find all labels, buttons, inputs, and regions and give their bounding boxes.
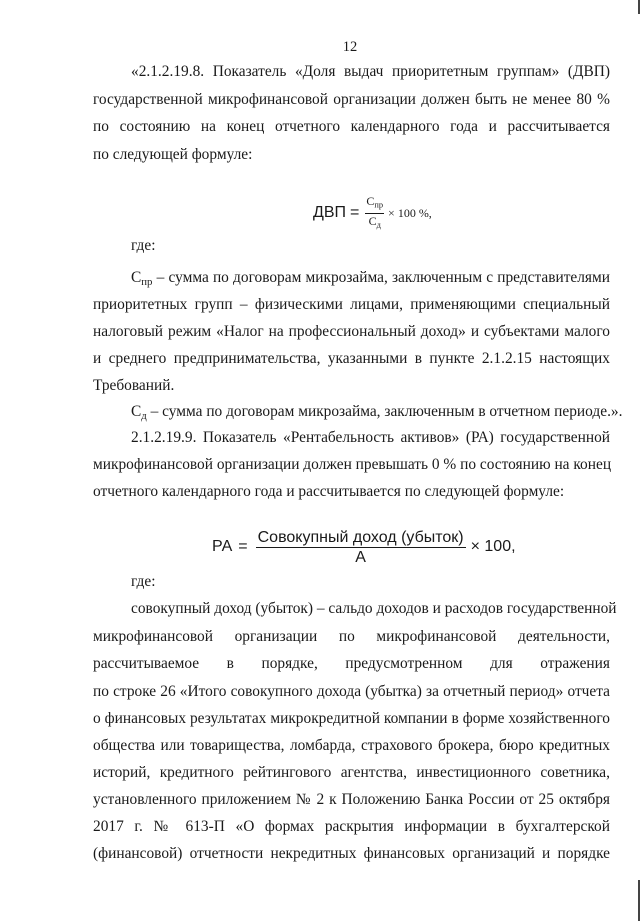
formula-dvp-lhs: ДВП xyxy=(313,204,347,221)
para1-line2: государственной микрофинансовой организации должен быть не менее 80 % xyxy=(93,91,610,108)
def-cd-symbol: С xyxy=(131,403,142,420)
where-label-2: где: xyxy=(131,573,156,590)
def-income-line9: 2017 г. № 613-П «О формах раскрытия информации в бухгалтерской xyxy=(93,818,610,835)
formula-ra-numerator: Совокупный доход (убыток) xyxy=(257,528,464,546)
formula-ra-fraction xyxy=(256,528,466,567)
formula-dvp-denominator: $С_д$ xyxy=(368,213,381,230)
def-income-line8: установленного приложением № 2 к Положению Банка России от 25 октября xyxy=(93,791,610,808)
formula-dvp xyxy=(313,193,432,233)
def-income-line2: микрофинансовой организации по микрофинансовой деятельности, xyxy=(93,628,610,645)
def-income-line7: историй, кредитного рейтингового агентства, инвестиционного советника, xyxy=(93,764,610,781)
def-income-line4: по строке 26 «Итого совокупного дохода (убытка) за отчетный период» отчета xyxy=(93,683,610,700)
formula-dvp-numerator: $С_{пр}$ xyxy=(366,193,384,210)
def-income-line10: (финансовой) отчетности некредитных финансовых организаций и порядке xyxy=(93,845,610,862)
para1-line3: по состоянию на конец отчетного календарного года и рассчитывается xyxy=(93,118,610,135)
para1-line1: «2.1.2.19.8. Показатель «Доля выдач приоритетным группам» (ДВП) xyxy=(131,63,610,80)
def-cpr-line4: и среднего предпринимательства, указанными в пункте 2.1.2.15 настоящих xyxy=(93,350,610,367)
page-number: 12 xyxy=(342,39,358,55)
where-label-1: где: xyxy=(131,237,156,254)
para1-line4: по следующей формуле: xyxy=(93,146,253,163)
def-income-line1: совокупный доход (убыток) – сальдо доходов и расходов государственной xyxy=(131,600,617,617)
def-income-line5: о финансовых результатах микрокредитной компании в форме хозяйственного xyxy=(93,710,610,727)
para2-line1: 2.1.2.19.9. Показатель «Рентабельность активов» (РА) государственной xyxy=(131,429,610,446)
def-income-line3: рассчитываемое в порядке, предусмотренном для отражения xyxy=(93,655,610,672)
para2-line3: отчетного календарного года и рассчитывается по следующей формуле: xyxy=(93,483,565,500)
def-cd-subscript: д xyxy=(141,410,147,423)
def-cpr-line2: приоритетных групп – физическими лицами, применяющими специальный xyxy=(93,296,610,313)
def-cd-text: – сумма по договорам микрозайма, заключенным в отчетном периоде.». xyxy=(146,403,623,420)
formula-ra-multiplier: × 100, xyxy=(470,538,516,555)
def-cpr-line5: Требований. xyxy=(93,377,175,394)
def-cpr-line1 xyxy=(131,268,610,292)
formula-ra-lhs: РА xyxy=(212,538,233,555)
def-cpr-line3: налоговый режим «Налог на профессиональный доход» и субъектами малого xyxy=(93,323,610,340)
def-cpr-symbol: С xyxy=(131,269,142,286)
def-cd-line xyxy=(131,402,623,426)
formula-ra-denominator: А xyxy=(355,548,366,566)
formula-ra-equals: = xyxy=(238,538,248,555)
para2-line2: микрофинансовой организации должен превышать 0 % по состоянию на конец xyxy=(93,456,612,473)
def-cpr-subscript: пр xyxy=(141,276,153,289)
formula-ra xyxy=(212,524,516,570)
formula-dvp-equals: = xyxy=(350,204,360,221)
formula-dvp-multiplier: × 100 %, xyxy=(388,205,432,220)
def-cpr-text: – сумма по договорам микрозайма, заключенным с представителями xyxy=(152,269,610,286)
def-income-line6: общества или товарищества, ломбарда, страхового брокера, бюро кредитных xyxy=(93,737,610,754)
formula-dvp-fraction xyxy=(365,194,384,232)
